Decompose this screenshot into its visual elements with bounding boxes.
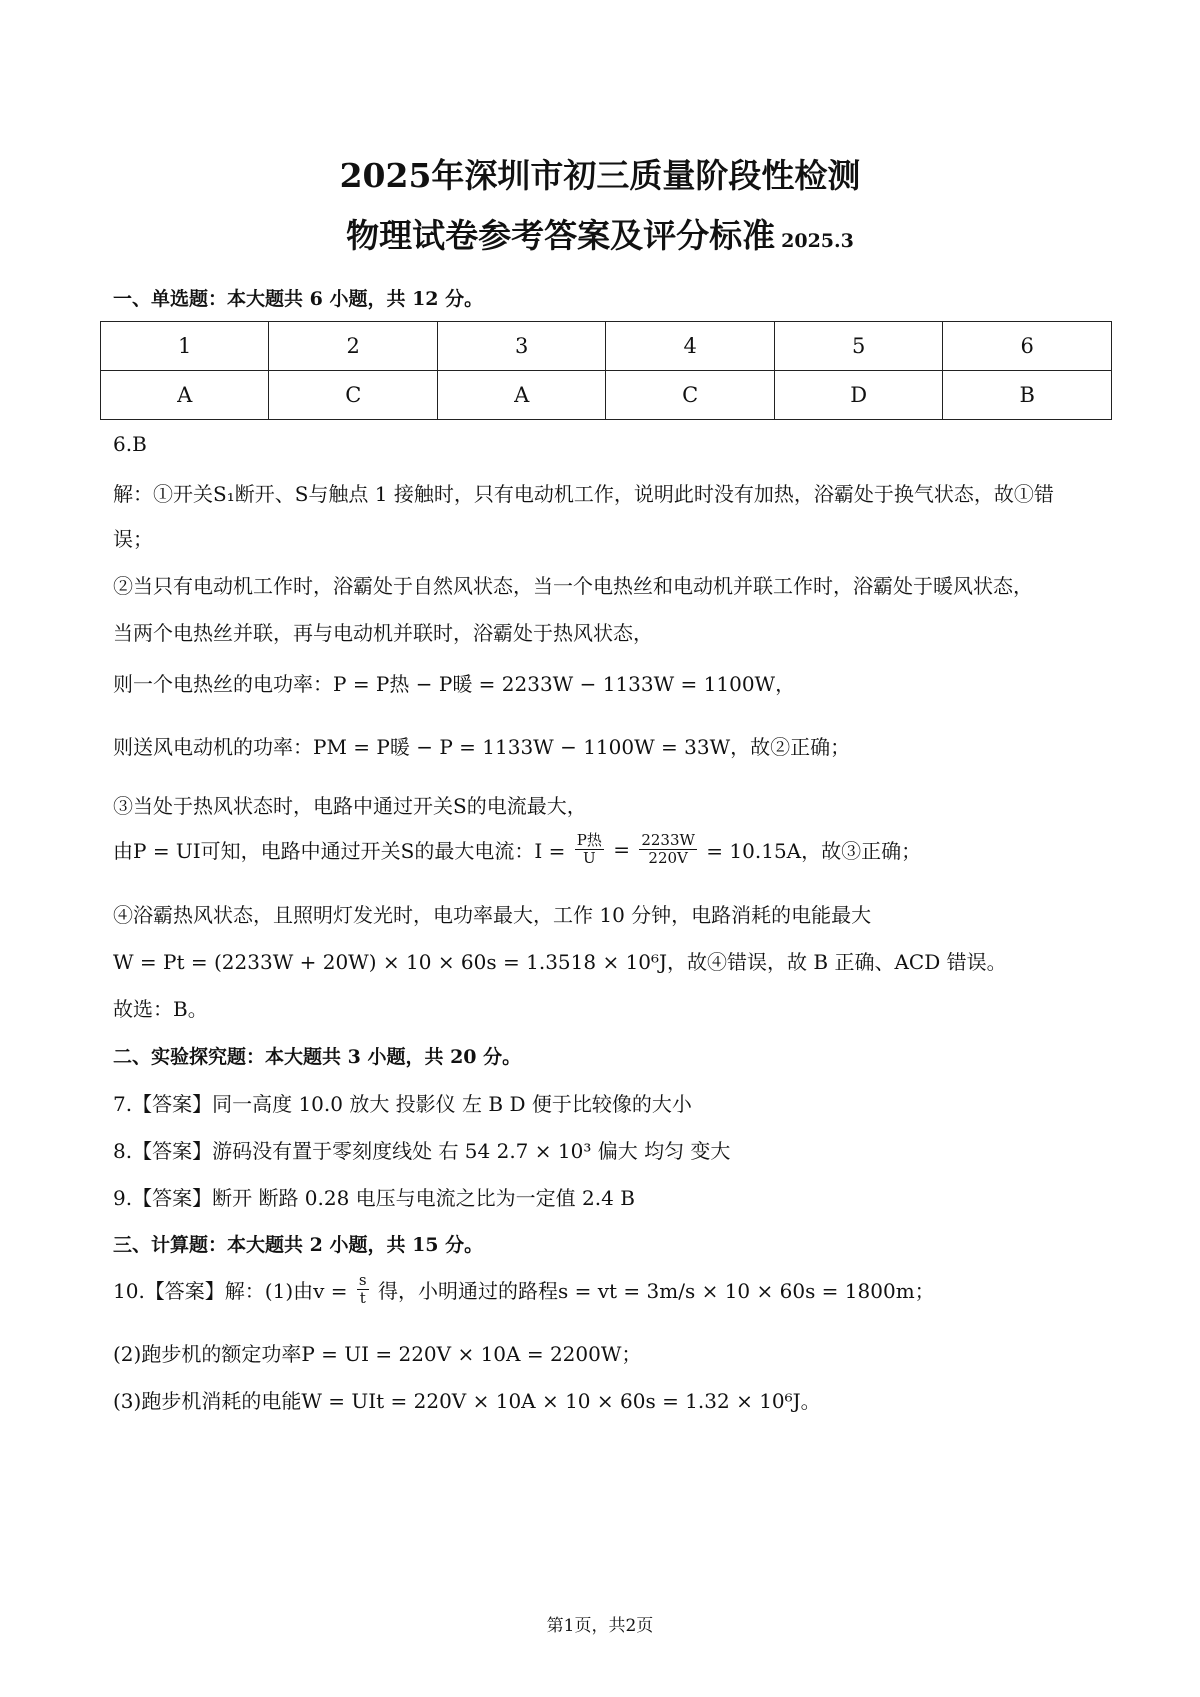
q6-answer-label: 6.B — [113, 432, 147, 456]
subtitle-date: 2025.3 — [781, 230, 854, 252]
fraction-denominator: U — [582, 849, 596, 867]
fraction-denominator: 220V — [648, 849, 688, 867]
answer-table — [100, 321, 1112, 420]
q9-answer: 9.【答案】断开 断路 0.28 电压与电流之比为一定值 2.4 B — [113, 1186, 635, 1210]
q6-line-3: ②当只有电动机工作时，浴霸处于自然风状态，当一个电热丝和电动机并联工作时，浴霸处于暖风状态， — [113, 574, 1033, 598]
fraction-values — [639, 832, 697, 867]
q8-answer: 8.【答案】游码没有置于零刻度线处 右 54 2.7 × 10³ 偏大 均匀 变大 — [113, 1139, 731, 1163]
section1-heading: 一、单选题：本大题共 6 小题，共 12 分。 — [113, 288, 484, 310]
q6-line-6-formula: PM = P暖 − P = 1133W − 1100W = 33W，故②正确； — [313, 735, 851, 759]
q6-line-7: ③当处于热风状态时，电路中通过开关S的电流最大， — [113, 794, 587, 818]
table-cell-number: 4 — [606, 322, 774, 371]
q6-line-6 — [113, 731, 850, 760]
page-footer: 第1页，共2页 — [546, 1616, 654, 1636]
table-cell-number: 2 — [269, 322, 437, 371]
table-cell-answer: D — [774, 371, 942, 420]
q10-line-3: (3)跑步机消耗的电能W = UIt = 220V × 10A × 10 × 60s = 1.32 × 10⁶J。 — [113, 1389, 821, 1413]
fraction-numerator: 2233W — [641, 831, 695, 849]
fraction-power-over-voltage — [575, 832, 604, 867]
fraction-numerator: P热 — [576, 831, 602, 849]
q10-line-1-result: 得，小明通过的路程s = vt = 3m/s × 10 × 60s = 1800m； — [377, 1279, 935, 1303]
page-subtitle — [0, 210, 1200, 257]
table-cell-answer: C — [269, 371, 437, 420]
table-cell-answer: A — [101, 371, 269, 420]
equals-sign: = — [613, 837, 630, 862]
answer-table-numbers-row — [101, 322, 1112, 371]
q6-line-4: 当两个电热丝并联，再与电动机并联时，浴霸处于热风状态， — [113, 621, 653, 645]
q6-line-5-text: 则一个电热丝的电功率： — [113, 672, 333, 696]
table-cell-answer: A — [437, 371, 605, 420]
q6-line-5-formula: P = P热 − P暖 = 2233W − 1133W = 1100W， — [333, 672, 796, 696]
q6-line-8-text: 由P = UI可知，电路中通过开关S的最大电流：I = — [113, 839, 566, 863]
answer-table-answers-row — [101, 371, 1112, 420]
fraction-numerator: s — [358, 1271, 367, 1289]
table-cell-number: 6 — [943, 322, 1112, 371]
page-title: 2025年深圳市初三质量阶段性检测 — [339, 156, 861, 195]
q6-line-6-text: 则送风电动机的功率： — [113, 735, 313, 759]
q6-line-10: W = Pt = (2233W + 20W) × 10 × 60s = 1.3518 × 10⁶J，故④错误，故 B 正确、ACD 错误。 — [113, 950, 1007, 974]
q10-line-1-text: 10.【答案】解：(1)由v = — [113, 1279, 348, 1303]
table-cell-number: 5 — [774, 322, 942, 371]
q6-line-5 — [113, 668, 795, 697]
section3-heading: 三、计算题：本大题共 2 小题，共 15 分。 — [113, 1234, 484, 1256]
q6-line-11: 故选：B。 — [113, 997, 208, 1021]
subtitle-text: 物理试卷参考答案及评分标准 — [346, 216, 776, 255]
q6-line-1: 解：①开关S₁断开、S与触点 1 接触时，只有电动机工作，说明此时没有加热，浴霸处于换气状态，故①错 — [113, 482, 1054, 506]
q6-line-2: 误； — [113, 527, 153, 551]
fraction-denominator: t — [359, 1289, 366, 1307]
section2-heading: 二、实验探究题：本大题共 3 小题，共 20 分。 — [113, 1046, 522, 1068]
table-cell-number: 3 — [437, 322, 605, 371]
table-cell-number: 1 — [101, 322, 269, 371]
table-cell-answer: B — [943, 371, 1112, 420]
q6-line-8-result: = 10.15A，故③正确； — [706, 839, 922, 863]
q6-line-9: ④浴霸热风状态，且照明灯发光时，电功率最大，工作 10 分钟，电路消耗的电能最大 — [113, 903, 872, 927]
fraction-distance-over-time — [357, 1272, 369, 1307]
q7-answer: 7.【答案】同一高度 10.0 放大 投影仪 左 B D 便于比较像的大小 — [113, 1092, 692, 1116]
q10-line-1 — [113, 1272, 935, 1307]
table-cell-answer: C — [606, 371, 774, 420]
q6-line-8 — [113, 832, 921, 867]
q10-line-2: (2)跑步机的额定功率P = UI = 220V × 10A = 2200W； — [113, 1342, 642, 1366]
